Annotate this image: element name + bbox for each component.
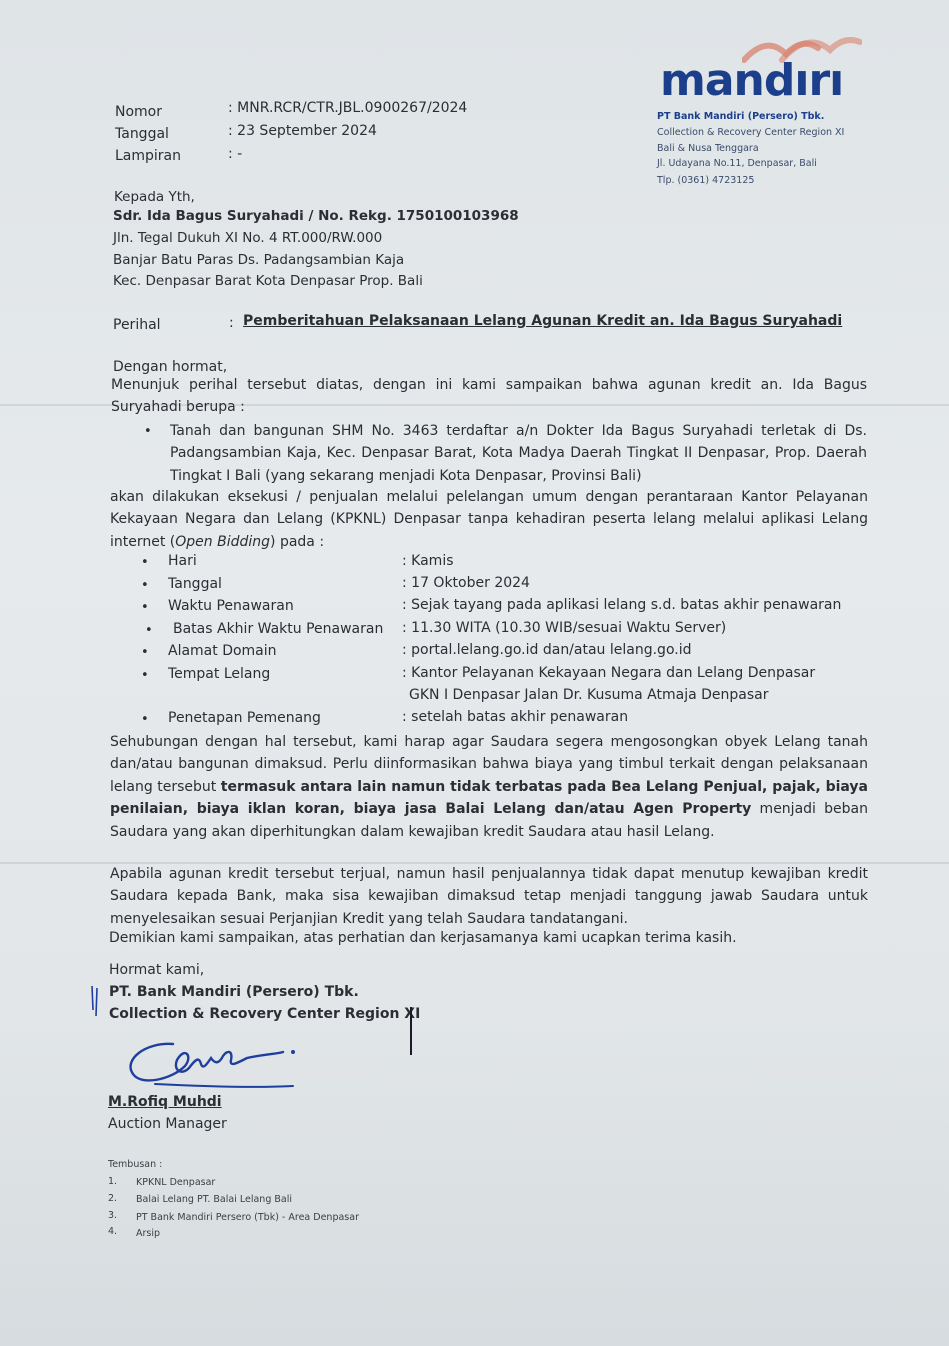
bullet: • [141, 600, 149, 615]
nomor-label: Nomor [115, 104, 162, 120]
nomor-value: : MNR.RCR/CTR.JBL.0900267/2024 [228, 100, 468, 116]
schedule-label-tanggal: Tanggal [168, 576, 222, 592]
bullet: • [141, 668, 149, 683]
signoff-company: PT. Bank Mandiri (Persero) Tbk. [109, 984, 359, 1000]
schedule-label-waktu: Waktu Penawaran [168, 598, 294, 614]
schedule-label-domain: Alamat Domain [168, 643, 277, 659]
bullet: • [141, 555, 149, 570]
letterhead-division: Collection & Recovery Center Region XI [657, 127, 845, 138]
schedule-value-domain: : portal.lelang.go.id dan/atau lelang.go.id [402, 642, 692, 658]
liability-paragraph: Apabila agunan kredit tersebut terjual, namun hasil penjualannya tidak dapat menutup kewajiban kredit Saudara kepada Bank, maka sisa kewajiban dimaksud tetap menjadi tanggung jawab Saudara untuk menyelesaikan sesuai Perjanjian Kredit yang telah Saudara tandatangani. [110, 866, 868, 927]
execution-paragraph [110, 486, 868, 553]
tanggal-value: : 23 September 2024 [228, 123, 377, 139]
schedule-label-batas: Batas Akhir Waktu Penawaran [173, 621, 384, 637]
bullet: • [141, 578, 149, 593]
subject-text: Pemberitahuan Pelaksanaan Lelang Agunan Kredit an. Ida Bagus Suryahadi [243, 313, 843, 329]
closing-sentence: Demikian kami sampaikan, atas perhatian dan kerjasamanya kami ucapkan terima kasih. [109, 930, 737, 946]
lampiran-label: Lampiran [115, 148, 182, 164]
recipient-address-3: Kec. Denpasar Barat Kota Denpasar Prop. Bali [113, 273, 423, 289]
bullet: • [141, 712, 149, 727]
cc-item: PT Bank Mandiri Persero (Tbk) - Area Denpasar [136, 1212, 359, 1223]
schedule-value-pemenang: : setelah batas akhir penawaran [402, 709, 629, 725]
subject-colon: : [229, 315, 234, 331]
cc-item: Arsip [136, 1228, 161, 1239]
schedule-label-pemenang: Penetapan Pemenang [168, 710, 321, 726]
bullet: • [145, 623, 153, 638]
schedule-label-tempat: Tempat Lelang [168, 666, 271, 682]
greeting: Dengan hormat, [113, 359, 228, 375]
fees-text-b: menjadi beban Saudara yang akan diperhitungkan dalam kewajiban kredit Saudara atau hasil Lelang. [110, 801, 868, 840]
cc-item: KPKNL Denpasar [136, 1177, 216, 1188]
intro-paragraph: Menunjuk perihal tersebut diatas, dengan ini kami sampaikan bahwa agunan kredit an. Ida Bagus Suryahadi berupa : [111, 377, 867, 416]
signature-icon [115, 1030, 315, 1100]
letterhead-region: Bali & Nusa Tenggara [657, 143, 759, 154]
cc-num: 1. [108, 1176, 118, 1187]
margin-mark-icon [406, 1005, 416, 1057]
bullet: • [141, 645, 149, 660]
subject-label: Perihal [113, 317, 161, 333]
schedule-value-waktu: : Sejak tayang pada aplikasi lelang s.d. batas akhir penawaran [402, 597, 842, 613]
letterhead-address: Jl. Udayana No.11, Denpasar, Bali [657, 158, 817, 169]
fees-paragraph [110, 731, 868, 843]
tanggal-label: Tanggal [115, 126, 169, 142]
bullet: • [144, 424, 152, 439]
execution-italic: Open Bidding [175, 533, 271, 550]
schedule-value-tempat-line2: GKN I Denpasar Jalan Dr. Kusuma Atmaja Denpasar [409, 687, 769, 703]
lampiran-value: : - [228, 146, 243, 162]
regards: Hormat kami, [109, 962, 205, 978]
schedule-value-tempat: : Kantor Pelayanan Kekayaan Negara dan Lelang Denpasar [402, 665, 816, 681]
schedule-value-tanggal: : 17 Oktober 2024 [402, 575, 530, 591]
collateral-description: Tanah dan bangunan SHM No. 3463 terdaftar a/n Dokter Ida Bagus Suryahadi terletak di Ds. Padangsambian Kaja, Kec. Denpasar Barat, Kota Madya Daerah Tingkat II Denpasar, Prop. Daerah Tingkat I Bali (yang sekarang menjadi Kota Denpasar, Provinsi Bali) [170, 423, 867, 484]
signoff-division: Collection & Recovery Center Region XI [109, 1006, 421, 1022]
execution-text-b: ) pada : [270, 533, 325, 550]
recipient-address-2: Banjar Batu Paras Ds. Padangsambian Kaja [113, 252, 405, 268]
signer-title: Auction Manager [108, 1116, 227, 1132]
mandiri-logo: mandırı [660, 55, 844, 106]
initial-mark-icon [88, 982, 102, 1022]
fees-text-bold: termasuk antara lain namun tidak terbatas pada Bea Lelang Penjual, pajak, biaya penilaian, biaya iklan koran, biaya jasa Balai Lelang dan/atau Agen Property [110, 778, 868, 818]
cc-num: 2. [108, 1193, 118, 1204]
execution-text-a: akan dilakukan eksekusi / penjualan melalui pelelangan umum dengan perantaraan Kantor Pelayanan Kekayaan Negara dan Lelang (KPKNL) Denpasar tanpa kehadiran peserta lelang melalui aplikasi Lelang internet ( [110, 489, 868, 550]
recipient-name: Sdr. Ida Bagus Suryahadi / No. Rekg. 1750100103968 [113, 208, 519, 224]
cc-num: 3. [108, 1210, 118, 1221]
letterhead-phone: Tlp. (0361) 4723125 [657, 175, 755, 186]
schedule-value-batas: : 11.30 WITA (10.30 WIB/sesuai Waktu Server) [402, 620, 727, 636]
letterhead-company: PT Bank Mandiri (Persero) Tbk. [657, 111, 825, 122]
recipient-address-1: Jln. Tegal Dukuh XI No. 4 RT.000/RW.000 [113, 230, 383, 246]
recipient-salutation: Kepada Yth, [114, 189, 195, 205]
schedule-value-hari: : Kamis [402, 553, 454, 569]
cc-num: 4. [108, 1226, 118, 1237]
cc-label: Tembusan : [108, 1159, 163, 1170]
schedule-label-hari: Hari [168, 553, 197, 569]
signer-name: M.Rofiq Muhdi [108, 1094, 222, 1110]
fees-text-a: Sehubungan dengan hal tersebut, kami harap agar Saudara segera mengosongkan obyek Lelang tanah dan/atau bangunan dimaksud. Perlu diinformasikan bahwa biaya yang timbul terkait dengan pelaksanaan lelang tersebut [110, 734, 868, 795]
cc-item: Balai Lelang PT. Balai Lelang Bali [136, 1194, 292, 1205]
